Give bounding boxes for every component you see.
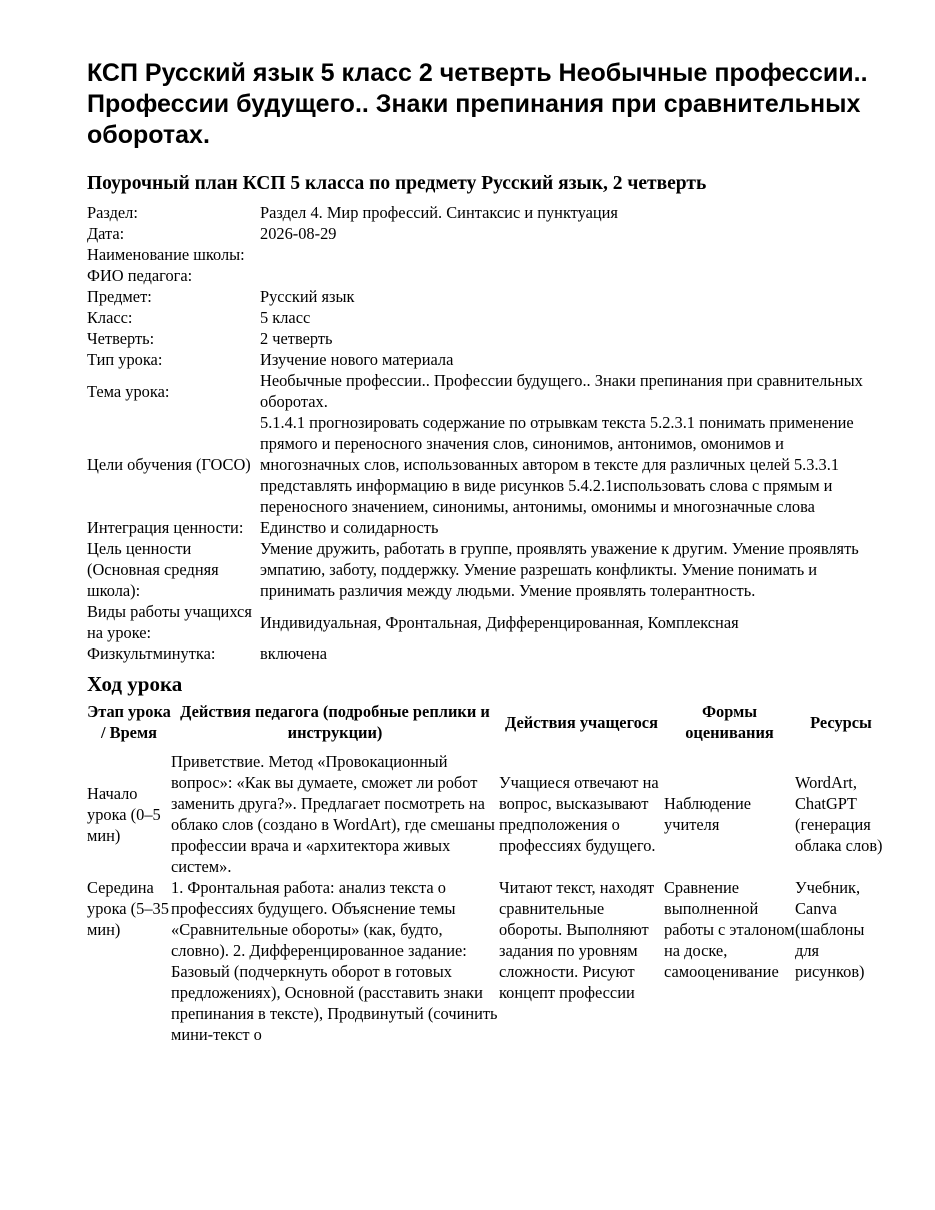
info-row xyxy=(87,286,887,307)
info-value: 5 класс xyxy=(260,308,311,327)
info-row xyxy=(87,643,887,664)
info-key: Физкультминутка: xyxy=(87,644,216,663)
info-value: Необычные профессии.. Профессии будущего.. Знаки препинания при сравнительных оборотах. xyxy=(260,371,863,411)
table-row xyxy=(87,877,887,1045)
cell-student-actions: Учащиеся отвечают на вопрос, высказывают предположения о профессиях будущего. xyxy=(499,773,659,855)
info-row xyxy=(87,349,887,370)
info-key: Тип урока: xyxy=(87,350,163,369)
info-value xyxy=(260,265,887,286)
info-row xyxy=(87,517,887,538)
info-row xyxy=(87,601,887,643)
info-value: Изучение нового материала xyxy=(260,350,454,369)
cell-resources: Учебник, Canva (шаблоны для рисунков) xyxy=(795,878,865,981)
info-key: Интеграция ценности: xyxy=(87,518,244,537)
cell-stage: Начало урока (0–5 мин) xyxy=(87,783,161,845)
info-row xyxy=(87,265,887,286)
info-key: Цели обучения (ГОСО) xyxy=(87,455,251,474)
info-value: включена xyxy=(260,644,328,663)
info-key: Тема урока: xyxy=(87,381,170,401)
info-value: Раздел 4. Мир профессий. Синтаксис и пунктуация xyxy=(260,203,618,222)
info-value: Русский язык xyxy=(260,287,355,306)
cell-assessment: Наблюдение учителя xyxy=(664,794,752,834)
header-teacher-actions: Действия педагога (подробные реплики и инструкции) xyxy=(180,702,490,742)
cell-student-actions: Читают текст, находят сравнительные обороты. Выполняют задания по уровням сложности. Рисуют концепт профессии xyxy=(499,878,655,1002)
info-key: Виды работы учащихся на уроке: xyxy=(87,602,252,642)
info-key: Четверть: xyxy=(87,329,155,348)
lesson-table xyxy=(87,701,887,1045)
document-title: КСП Русский язык 5 класс 2 четверть Необычные профессии.. Профессии будущего.. Знаки препинания при сравнительных оборотах. xyxy=(87,59,868,149)
info-key: ФИО педагога: xyxy=(87,266,193,285)
lesson-header-row xyxy=(87,701,887,751)
info-row xyxy=(87,538,887,601)
info-value xyxy=(260,244,887,265)
info-value: 2026-08-29 xyxy=(260,224,337,243)
info-row xyxy=(87,244,887,265)
plan-subtitle: Поурочный план КСП 5 класса по предмету Русский язык, 2 четверть xyxy=(87,173,707,194)
header-assessment: Формы оценивания xyxy=(685,702,774,742)
info-key: Класс: xyxy=(87,308,133,327)
info-value: Умение дружить, работать в группе, проявлять уважение к другим. Умение проявлять эмпатию, заботу, поддержку. Умение разрешать конфликты. Умение понимать и принимать различия между людьми. Умение проявлять толерантность. xyxy=(260,539,859,600)
info-key: Цель ценности (Основная средняя школа): xyxy=(87,539,219,600)
info-row xyxy=(87,223,887,244)
info-row xyxy=(87,328,887,349)
info-table xyxy=(87,202,887,664)
info-row xyxy=(87,412,887,517)
info-row xyxy=(87,370,887,412)
lesson-heading: Ход урока xyxy=(87,672,183,696)
info-value: Индивидуальная, Фронтальная, Дифференцированная, Комплексная xyxy=(260,612,739,632)
cell-resources: WordArt, ChatGPT (генерация облака слов) xyxy=(795,773,883,855)
cell-stage: Середина урока (5–35 мин) xyxy=(87,878,169,939)
info-row xyxy=(87,202,887,223)
header-student-actions: Действия учащегося xyxy=(505,712,658,732)
cell-teacher-actions: 1. Фронтальная работа: анализ текста о профессиях будущего. Объяснение темы «Сравнительные обороты» (как, будто, словно). 2. Дифференцированное задание: Базовый (подчеркнуть оборот в готовых предложениях), Основной (расставить знаки препинания в тексте), Продвинутый (сочинить мини-текст о xyxy=(171,878,498,1044)
document-page xyxy=(87,58,887,1045)
header-stage: Этап урока / Время xyxy=(87,702,171,742)
info-key: Предмет: xyxy=(87,287,152,306)
header-resources: Ресурсы xyxy=(810,712,872,732)
info-value: Единство и солидарность xyxy=(260,518,439,537)
cell-teacher-actions: Приветствие. Метод «Провокационный вопрос»: «Как вы думаете, сможет ли робот заменить друга?». Предлагает посмотреть на облако слов (создано в WordArt), где смешаны профессии врача и «архитектора живых систем». xyxy=(171,752,495,876)
cell-assessment: Сравнение выполненной работы с эталоном на доске, самооценивание xyxy=(664,878,795,981)
info-value: 5.1.4.1 прогнозировать содержание по отрывкам текста 5.2.3.1 понимать применение прямого и переносного значения слов, синонимов, антонимов, омонимов и многозначных слов, использованных автором в тексте для различных целей 5.3.3.1 представлять информацию в виде рисунков 5.4.2.1использовать слова с прямым и переносного значением, синонимы, антонимы, омонимы и многозначные слова xyxy=(260,413,854,516)
info-key: Дата: xyxy=(87,224,125,243)
info-key: Раздел: xyxy=(87,203,138,222)
info-row xyxy=(87,307,887,328)
info-value: 2 четверть xyxy=(260,329,333,348)
table-row xyxy=(87,751,887,877)
info-key: Наименование школы: xyxy=(87,245,245,264)
